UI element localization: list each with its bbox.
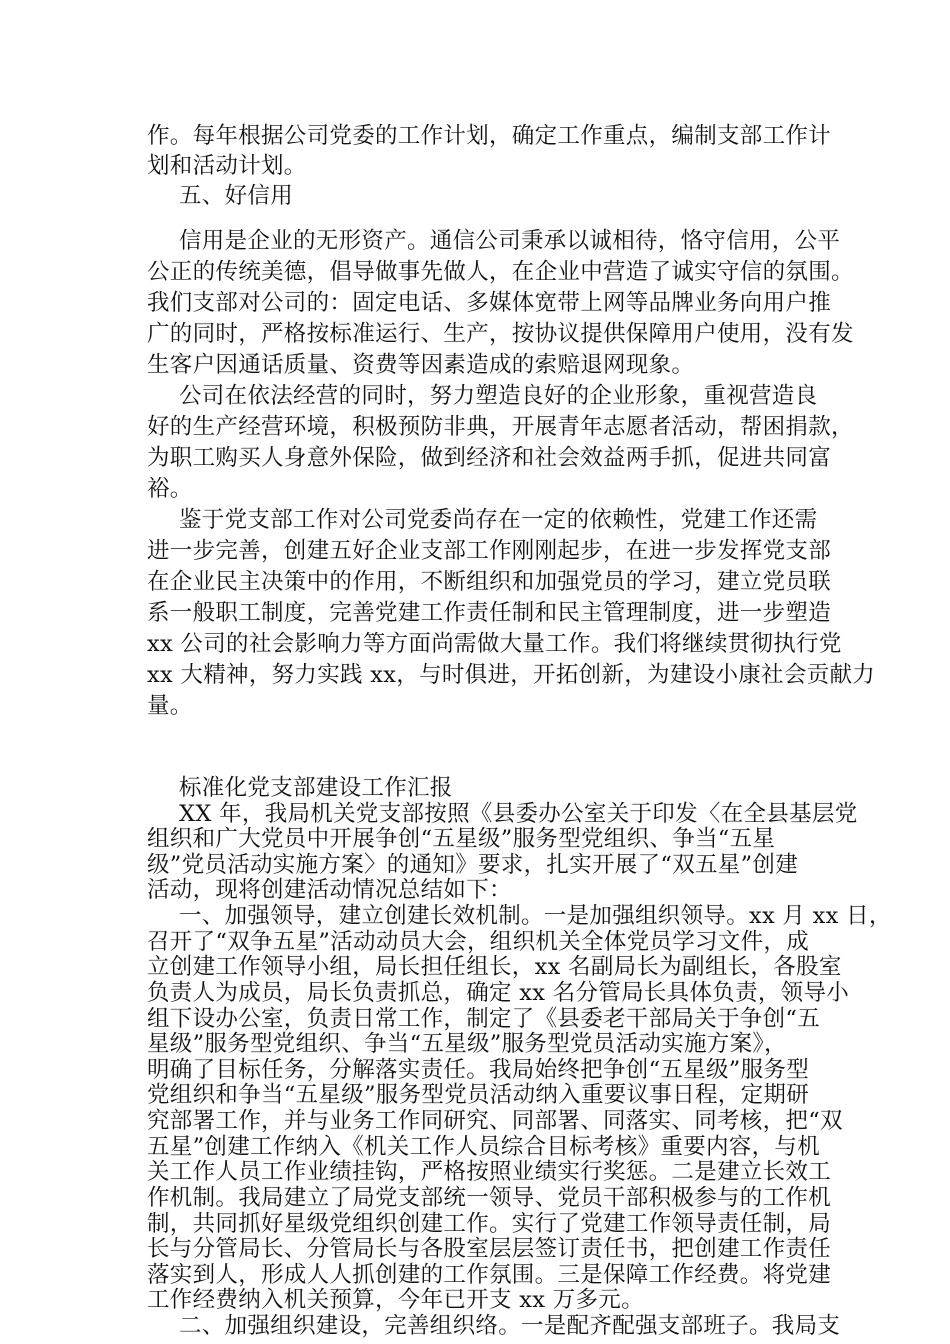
section-heading: 五、好信用 xyxy=(179,183,294,209)
text-line: 量。 xyxy=(147,693,193,719)
text-line: 究部署工作，并与业务工作同研究、同部署、同落实、同考核，把“双 xyxy=(147,1108,843,1134)
text-line: 划和活动计划。 xyxy=(147,153,307,179)
text-line: 作机制。我局建立了局党支部统一领导、党员干部积极参与的工作机 xyxy=(147,1185,832,1211)
text-line: 星级”服务型党组织、争当“五星级”服务型党员活动实施方案》， xyxy=(147,1031,787,1057)
text-line: 系一般职工制度，完善党建工作责任制和民主管理制度，进一步塑造 xyxy=(147,600,832,626)
text-line: xx 大精神，努力实践 xx，与时俱进，开拓创新，为建设小康社会贡献力 xyxy=(147,662,876,688)
text-line: 为职工购买人身意外保险，做到经济和社会效益两手抓，促进共同富 xyxy=(147,445,832,471)
text-line: 鉴于党支部工作对公司党委尚存在一定的依赖性，党建工作还需 xyxy=(179,507,818,533)
text-line: xx 公司的社会影响力等方面尚需做大量工作。我们将继续贯彻执行党 xyxy=(147,631,842,657)
text-line: 公正的传统美德，倡导做事先做人，在企业中营造了诚实守信的氛围。 xyxy=(147,259,854,285)
text-line: 我们支部对公司的：固定电话、多媒体宽带上网等品牌业务向用户推 xyxy=(147,290,832,316)
text-line: 立创建工作领导小组，局长担任组长，xx 名副局长为副组长，各股室 xyxy=(147,954,842,980)
text-line: 二、加强组织建设，完善组织络。一是配齐配强支部班子。我局支 xyxy=(179,1313,841,1339)
text-line: 一、加强领导，建立创建长效机制。一是加强组织领导。xx 月 xx 日， xyxy=(179,903,892,929)
text-line: 进一步完善，创建五好企业支部工作刚刚起步，在进一步发挥党支部 xyxy=(147,538,832,564)
report-title: 标准化党支部建设工作汇报 xyxy=(179,775,453,801)
text-line: 好的生产经营环境，积极预防非典，开展青年志愿者活动，帮困捐款， xyxy=(147,414,854,440)
text-line: 长与分管局长、分管局长与各股室层层签订责任书，把创建工作责任 xyxy=(147,1236,832,1262)
text-line: 组织和广大党员中开展争创“五星级”服务型党组织、争当“五星 xyxy=(147,826,776,852)
text-line: 关工作人员工作业绩挂钩，严格按照业绩实行奖惩。二是建立长效工 xyxy=(147,1159,832,1185)
text-line: 广的同时，严格按标准运行、生产，按协议提供保障用户使用，没有发 xyxy=(147,321,854,347)
text-line: 制，共同抓好星级党组织创建工作。实行了党建工作领导责任制，局 xyxy=(147,1211,832,1237)
text-line: 裕。 xyxy=(147,476,193,502)
text-line: 公司在依法经营的同时，努力塑造良好的企业形象，重视营造良 xyxy=(179,383,818,409)
text-line: 明确了目标任务，分解落实责任。我局始终把争创“五星级”服务型 xyxy=(147,1057,810,1083)
text-line: 作。每年根据公司党委的工作计划，确定工作重点，编制支部工作计 xyxy=(147,123,832,149)
text-line: XX 年，我局机关党支部按照《县委办公室关于印发〈在全县基层党 xyxy=(179,801,858,827)
text-line: 负责人为成员，局长负责抓总，确定 xx 名分管局长具体负责，领导小 xyxy=(147,980,850,1006)
text-line: 党组织和争当“五星级”服务型党员活动纳入重要议事日程，定期研 xyxy=(147,1082,810,1108)
text-line: 信用是企业的无形资产。通信公司秉承以诚相待，恪守信用，公平 xyxy=(179,228,841,254)
text-line: 召开了“双争五星”活动动员大会，组织机关全体党员学习文件，成 xyxy=(147,929,810,955)
text-line: 级”党员活动实施方案〉的通知》要求，扎实开展了“双五星”创建 xyxy=(147,852,799,878)
text-line: 组下设办公室，负责日常工作，制定了《县委老干部局关于争创“五 xyxy=(147,1006,821,1032)
text-line: 活动，现将创建活动情况总结如下： xyxy=(147,877,512,903)
text-line: 落实到人，形成人人抓创建的工作氛围。三是保障工作经费。将党建 xyxy=(147,1262,832,1288)
text-line: 五星”创建工作纳入《机关工作人员综合目标考核》重要内容，与机 xyxy=(147,1134,821,1160)
text-line: 工作经费纳入机关预算，今年已开支 xx 万多元。 xyxy=(147,1287,644,1313)
text-line: 生客户因通话质量、资费等因素造成的索赔退网现象。 xyxy=(147,352,695,378)
text-line: 在企业民主决策中的作用，不断组织和加强党员的学习，建立党员联 xyxy=(147,569,832,595)
